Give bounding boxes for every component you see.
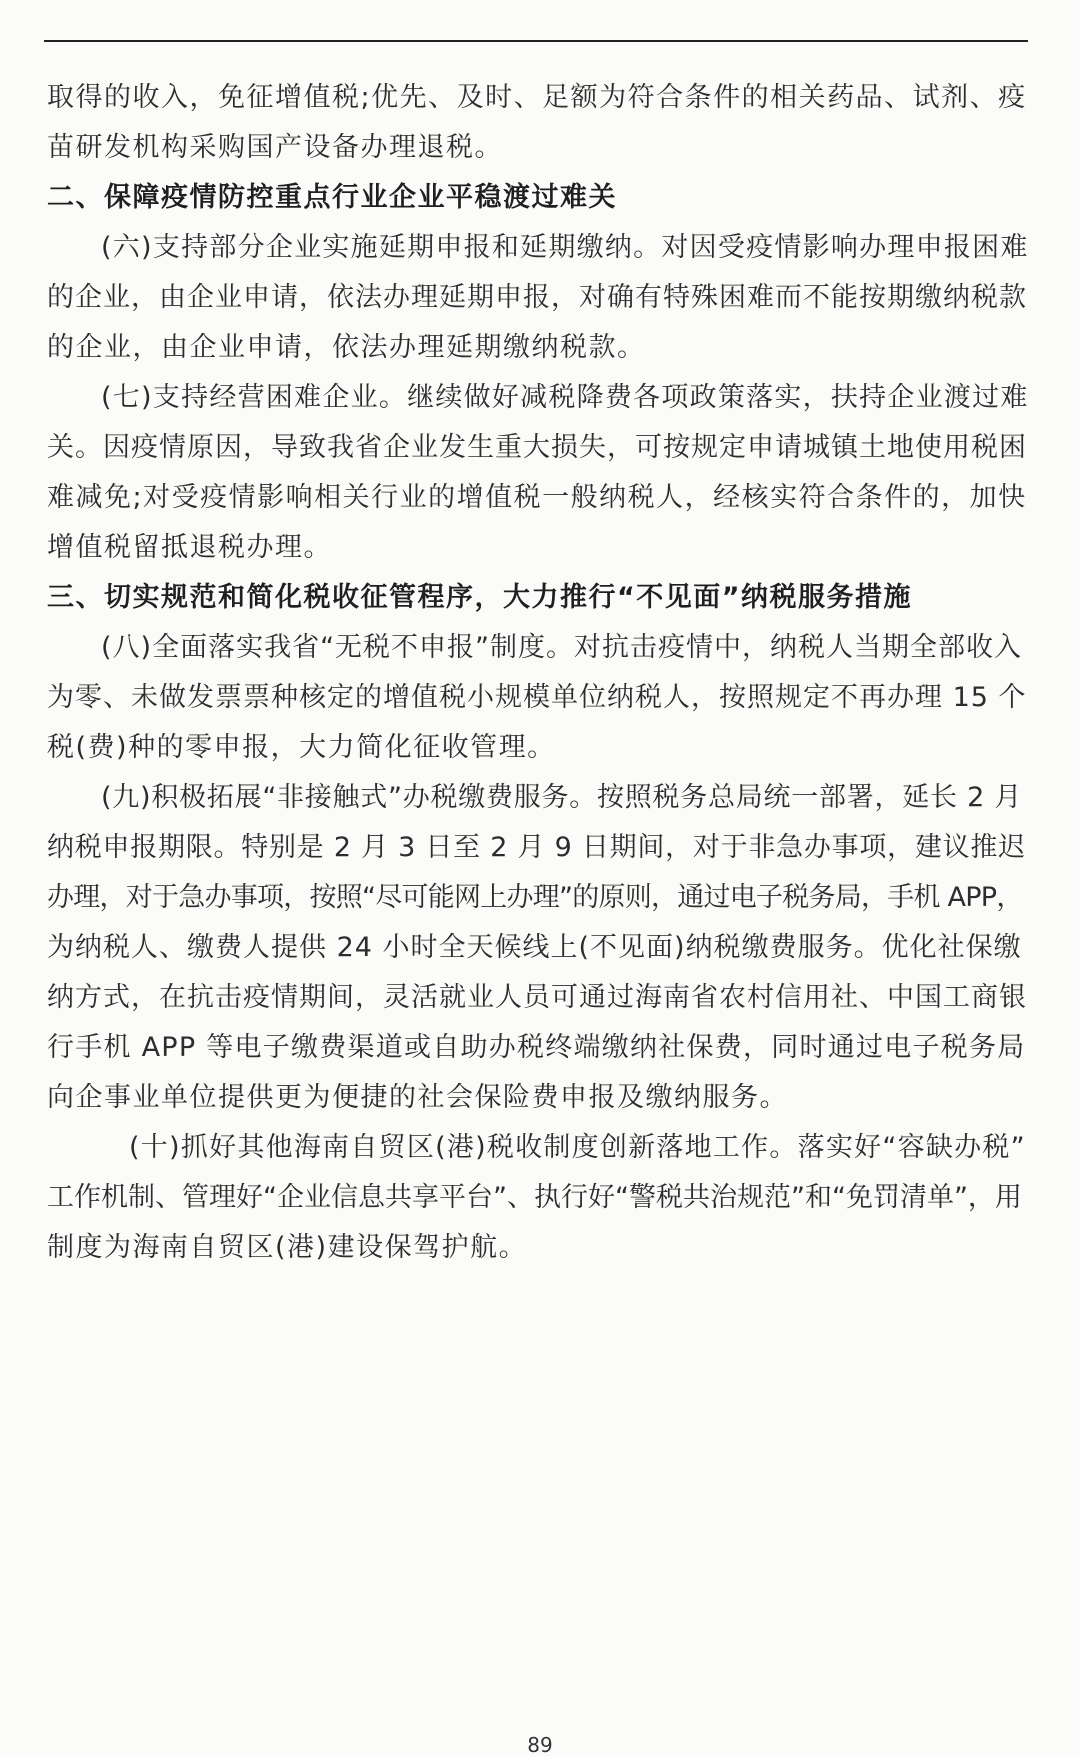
- text-line: 向企事业单位提供更为便捷的社会保险费申报及缴纳服务。: [47, 1082, 788, 1113]
- paragraph-start-line: (十)抓好其他海南自贸区(港)税收制度创新落地工作。落实好“容缺办税”: [129, 1132, 1026, 1163]
- text-line: 难减免;对受疫情影响相关行业的增值税一般纳税人，经核实符合条件的，加快: [47, 482, 1027, 513]
- text-line: 的企业，由企业申请，依法办理延期缴纳税款。: [47, 332, 646, 363]
- paragraph-start-line: (九)积极拓展“非接触式”办税缴费服务。按照税务总局统一部署，延长 2 月: [101, 782, 1023, 813]
- paragraph-start-line: (六)支持部分企业实施延期申报和延期缴纳。对因受疫情影响办理申报困难: [101, 232, 1029, 263]
- text-line: 的企业，由企业申请，依法办理延期申报，对确有特殊困难而不能按期缴纳税款: [47, 282, 1027, 313]
- text-line: 增值税留抵退税办理。: [47, 532, 332, 563]
- section-heading: 二、保障疫情防控重点行业企业平稳渡过难关: [47, 182, 617, 213]
- text-line: 为零、未做发票票种核定的增值税小规模单位纳税人，按照规定不再办理 15 个: [47, 682, 1027, 713]
- text-line: 纳方式，在抗击疫情期间，灵活就业人员可通过海南省农村信用社、中国工商银: [47, 982, 1027, 1013]
- text-line: 税(费)种的零申报，大力简化征收管理。: [47, 732, 556, 763]
- section-heading: 三、切实规范和简化税收征管程序，大力推行“不见面”纳税服务措施: [47, 582, 912, 613]
- text-line: 行手机 APP 等电子缴费渠道或自助办税终端缴纳社保费，同时通过电子税务局: [47, 1032, 1026, 1063]
- text-line: 制度为海南自贸区(港)建设保驾护航。: [47, 1232, 528, 1263]
- top-rule: [44, 40, 1028, 42]
- text-line: 取得的收入，免征增值税;优先、及时、足额为符合条件的相关药品、试剂、疫: [47, 82, 1027, 113]
- text-line: 办理，对于急办事项，按照“尽可能网上办理”的原则，通过电子税务局，手机 APP，: [47, 882, 1023, 913]
- document-body: [47, 73, 1030, 1273]
- text-line: 苗研发机构采购国产设备办理退税。: [47, 132, 503, 163]
- paragraph-start-line: (七)支持经营困难企业。继续做好减税降费各项政策落实，扶持企业渡过难: [101, 382, 1029, 413]
- page-number: 89: [527, 1733, 553, 1757]
- text-line: 关。因疫情原因，导致我省企业发生重大损失，可按规定申请城镇土地使用税困: [47, 432, 1027, 463]
- paragraph-start-line: (八)全面落实我省“无税不申报”制度。对抗击疫情中，纳税人当期全部收入: [101, 632, 1023, 663]
- text-line: 工作机制、管理好“企业信息共享平台”、执行好“警税共治规范”和“免罚清单”，用: [47, 1182, 1022, 1213]
- text-line: 纳税申报期限。特别是 2 月 3 日至 2 月 9 日期间，对于非急办事项，建议推迟: [47, 832, 1026, 863]
- text-line: 为纳税人、缴费人提供 24 小时全天候线上(不见面)纳税缴费服务。优化社保缴: [47, 932, 1022, 963]
